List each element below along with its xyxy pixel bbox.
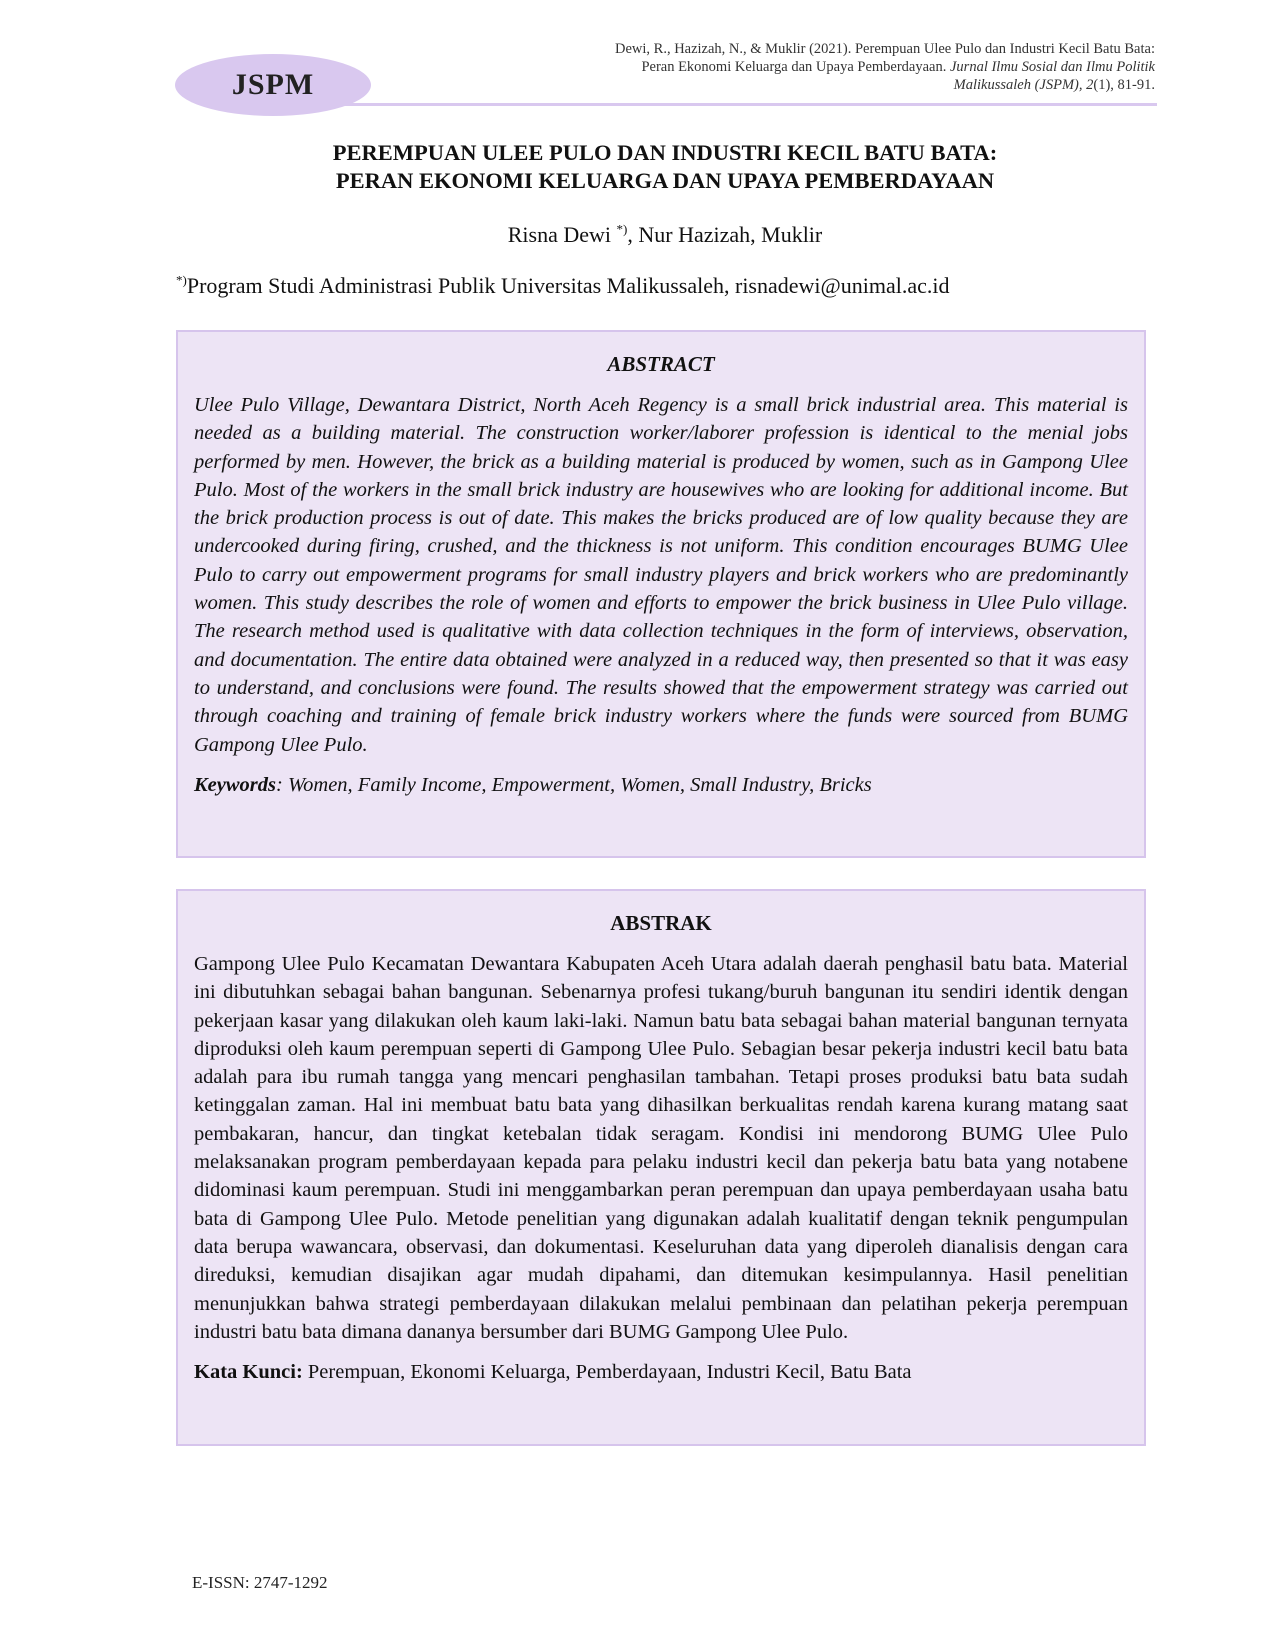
authors: [175, 222, 1155, 248]
citation-journal-volume: Malikussaleh (JSPM), 2: [953, 77, 1094, 93]
journal-logo-text: JSPM: [231, 68, 315, 101]
author-rest: , Nur Hazizah, Muklir: [627, 222, 823, 247]
abstract-english-box: [176, 330, 1146, 858]
abstrak-body: Gampong Ulee Pulo Kecamatan Dewantara Kabupaten Aceh Utara adalah daerah penghasil batu bata. Material ini dibutuhkan sebagai bahan bangunan. Sebenarnya profesi tukang/buruh bangunan itu sendiri identik dengan pekerjaan kasar yang dilakukan oleh kaum laki-laki. Namun batu bata sebagai bahan material bangunan ternyata diproduksi oleh kaum perempuan seperti di Gampong Ulee Pulo. Sebagian besar pekerja industri kecil batu bata adalah para ibu rumah tangga yang mencari penghasilan tambahan. Tetapi proses produksi batu bata sudah ketinggalan zaman. Hal ini membuat batu bata yang dihasilkan berkualitas rendah karena kurang matang saat pembakaran, hancur, dan tingkat ketebalan tidak seragam. Kondisi ini mendorong BUMG Ulee Pulo melaksanakan program pemberdayaan kepada para pelaku industri kecil dan pekerja batu bata yang notabene didominasi kaum perempuan. Studi ini menggambarkan peran perempuan dan upaya pemberdayaan usaha batu bata di Gampong Ulee Pulo. Metode penelitian yang digunakan adalah kualitatif dengan teknik pengumpulan data berupa wawancara, observasi, dan dokumentasi. Keseluruhan data yang diperoleh dianalisis dengan cara direduksi, kemudian disajikan agar mudah dipahami, dan ditemukan kesimpulannya. Hasil penelitian menunjukkan bahwa strategi pemberdayaan dilakukan melalui pembinaan dan pelatihan pekerja perempuan industri batu bata dimana dananya bersumber dari BUMG Gampong Ulee Pulo.: [194, 953, 1128, 1343]
affiliation-mark: *): [176, 272, 187, 288]
citation-title-end: Peran Ekonomi Keluarga dan Upaya Pemberdayaan.: [641, 59, 947, 75]
title-line-2: PERAN EKONOMI KELUARGA DAN UPAYA PEMBERDAYAAN: [335, 168, 995, 193]
affiliation-text: Program Studi Administrasi Publik Universitas Malikussaleh, risnadewi@unimal.ac.id: [186, 273, 950, 298]
abstract-body: Ulee Pulo Village, Dewantara District, North Aceh Regency is a small brick industrial area. This material is needed as a building material. The construction worker/laborer profession is identical to the menial jobs performed by men. However, the brick as a building material is produced by women, such as in Gampong Ulee Pulo. Most of the workers in the small brick industry are housewives who are looking for additional income. But the brick production process is out of date. This makes the bricks produced are of low quality because they are undercooked during firing, crushed, and the thickness is not uniform. This condition encourages BUMG Ulee Pulo to carry out empowerment programs for small industry players and brick workers who are predominantly women. This study describes the role of women and efforts to empower the brick business in Ulee Pulo village. The research method used is qualitative with data collection techniques in the form of interviews, observation, and documentation. The entire data obtained were analyzed in a reduced way, then presented so that it was easy to understand, and conclusions were found. The results showed that the empowerment strategy was carried out through coaching and training of female brick industry workers where the funds were sourced from BUMG Gampong Ulee Pulo.: [194, 394, 1128, 756]
header-divider: [340, 103, 1157, 106]
kata-kunci: [194, 1361, 1128, 1384]
citation-header: [515, 40, 1155, 94]
citation-line-3: [515, 76, 1155, 94]
abstract-heading: ABSTRACT: [607, 352, 715, 376]
citation-journal: Jurnal Ilmu Sosial dan Ilmu Politik: [950, 59, 1155, 75]
kata-kunci-label: Kata Kunci:: [194, 1361, 303, 1384]
kata-kunci-list: Perempuan, Ekonomi Keluarga, Pemberdayaan, Industri Kecil, Batu Bata: [302, 1361, 912, 1384]
paper-title: [175, 139, 1155, 195]
author-first: Risna Dewi: [507, 222, 612, 247]
citation-line-1: Dewi, R., Hazizah, N., & Muklir (2021). Perempuan Ulee Pulo dan Industri Kecil Batu Bata:: [614, 41, 1155, 57]
journal-logo: [175, 54, 371, 116]
author-mark: *): [616, 221, 628, 237]
affiliation: [176, 273, 1155, 299]
title-line-1: PEREMPUAN ULEE PULO DAN INDUSTRI KECIL BATU BATA:: [332, 140, 998, 165]
keywords: [194, 774, 1128, 797]
abstrak-heading: ABSTRAK: [610, 911, 712, 935]
keywords-label: Keywords: [194, 773, 276, 796]
citation-line-2: [515, 58, 1155, 76]
citation-issue-pages: (1), 81-91.: [1093, 77, 1155, 93]
keywords-list: : Women, Family Income, Empowerment, Women, Small Industry, Bricks: [276, 773, 872, 796]
footer-issn: E-ISSN: 2747-1292: [192, 1573, 328, 1592]
abstract-indonesian-box: [176, 889, 1146, 1446]
